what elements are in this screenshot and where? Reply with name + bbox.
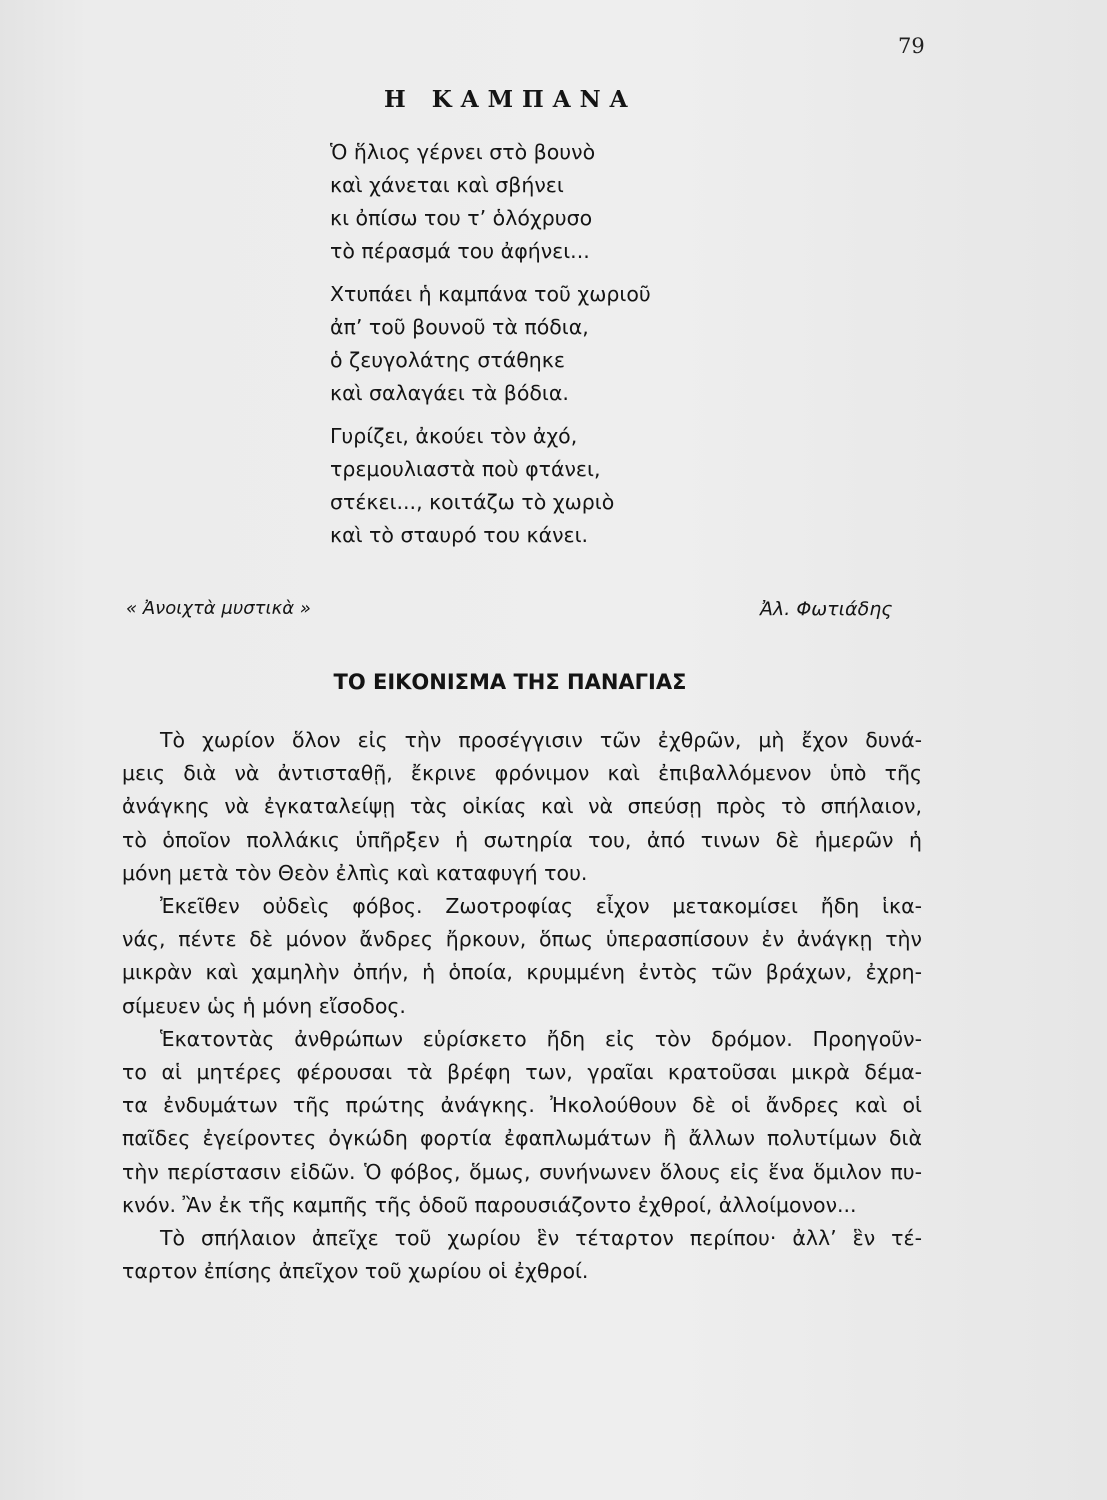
text-line: κνόν. Ἂν ἐκ τῆς καμπῆς τῆς ὁδοῦ παρουσιάζοντο ἐχθροί, ἀλλοίμονον... <box>122 1192 857 1217</box>
text-line: το αἱ μητέρες φέρουσαι τὰ βρέφη των, γραῖαι κρατοῦσαι μικρὰ δέμα- <box>122 1060 922 1085</box>
prose-body <box>122 724 922 1288</box>
section-title: ΤΟ ΕΙΚΟΝΙΣΜΑ ΤΗΣ ΠΑΝΑΓΙΑΣ <box>333 670 687 694</box>
text-line: νάς, πέντε δὲ μόνον ἄνδρες ἤρκουν, ὅπως ὑπερασπίσουν ἐν ἀνάγκῃ τὴν <box>122 927 922 952</box>
poem-verse: τρεμουλιαστὰ ποὺ φτάνει, <box>330 457 601 481</box>
poem-verse: ἀπ’ τοῦ βουνοῦ τὰ πόδια, <box>330 315 589 339</box>
poem-source: « Ἀνοιχτὰ μυστικὰ » <box>126 598 311 619</box>
poem-verse: στέκει..., κοιτάζω τὸ χωριὸ <box>330 490 615 514</box>
text-line: Ἑκατοντὰς ἀνθρώπων εὑρίσκετο ἤδη εἰς τὸν δρόμον. Προηγοῦν- <box>160 1026 922 1051</box>
poem <box>330 136 710 562</box>
poem-stanza <box>330 278 710 410</box>
paragraph <box>122 1023 922 1222</box>
poem-verse: Ὁ ἥλιος γέρνει στὸ βουνὸ <box>330 140 596 164</box>
poem-verse: Γυρίζει, ἀκούει τὸν ἀχό, <box>330 424 578 448</box>
poem-verse: καὶ σαλαγάει τὰ βόδια. <box>330 381 569 405</box>
poem-author: Ἀλ. Φωτιάδης <box>760 598 893 620</box>
page-number: 79 <box>898 34 925 58</box>
text-line: παῖδες ἐγείροντες ὀγκώδη φορτία ἐφαπλωμάτων ἢ ἄλλων πολυτίμων διὰ <box>122 1126 922 1151</box>
text-line: Τὸ σπήλαιον ἀπεῖχε τοῦ χωρίου ἓν τέταρτον περίπου· ἀλλ’ ἓν τέ- <box>160 1226 922 1251</box>
text-line: ταρτον ἐπίσης ἀπεῖχον τοῦ χωρίου οἱ ἐχθροί. <box>122 1259 589 1284</box>
poem-verse: τὸ πέρασμά του ἀφήνει... <box>330 239 590 263</box>
poem-stanza <box>330 136 710 268</box>
text-line: ἀνάγκης νὰ ἐγκαταλείψῃ τὰς οἰκίας καὶ νὰ σπεύσῃ πρὸς τὸ σπήλαιον, <box>122 794 922 819</box>
text-line: τα ἐνδυμάτων τῆς πρώτης ἀνάγκης. Ἠκολούθουν δὲ οἱ ἄνδρες καὶ οἱ <box>122 1093 922 1118</box>
poem-verse: ὁ ζευγολάτης στάθηκε <box>330 348 565 372</box>
text-line: τὴν περίστασιν εἰδῶν. Ὁ φόβος, ὅμως, συνήνωνεν ὅλους εἰς ἕνα ὅμιλον πυ- <box>122 1159 922 1184</box>
text-line: μεις διὰ νὰ ἀντισταθῇ, ἔκρινε φρόνιμον καὶ ἐπιβαλλόμενον ὑπὸ τῆς <box>122 761 922 786</box>
poem-stanza <box>330 420 710 552</box>
text-line: μικρὰν καὶ χαμηλὴν ὀπήν, ἡ ὁποία, κρυμμένη ἐντὸς τῶν βράχων, ἐχρη- <box>122 960 922 985</box>
poem-verse: καὶ τὸ σταυρό του κάνει. <box>330 523 589 547</box>
poem-verse: καὶ χάνεται καὶ σβήνει <box>330 173 564 197</box>
text-line: τὸ ὁποῖον πολλάκις ὑπῆρξεν ἡ σωτηρία του, ἀπό τινων δὲ ἡμερῶν ἡ <box>122 827 922 852</box>
poem-verse: κι ὀπίσω του τ’ ὁλόχρυσο <box>330 206 593 230</box>
text-line: μόνη μετὰ τὸν Θεὸν ἐλπὶς καὶ καταφυγή του. <box>122 860 588 885</box>
text-line: Τὸ χωρίον ὅλον εἰς τὴν προσέγγισιν τῶν ἐχθρῶν, μὴ ἔχον δυνά- <box>160 728 922 752</box>
text-line: σίμευεν ὡς ἡ μόνη εἴσοδος. <box>122 993 406 1018</box>
paragraph <box>122 890 922 1023</box>
text-line: Ἐκεῖθεν οὐδεὶς φόβος. Ζωοτροφίας εἶχον μετακομίσει ἤδη ἱκα- <box>160 894 922 919</box>
paragraph <box>122 724 922 890</box>
poem-verse: Χτυπάει ἡ καμπάνα τοῦ χωριοῦ <box>330 282 651 306</box>
poem-title: Η ΚΑΜΠΑΝΑ <box>384 86 637 113</box>
paragraph <box>122 1222 922 1288</box>
